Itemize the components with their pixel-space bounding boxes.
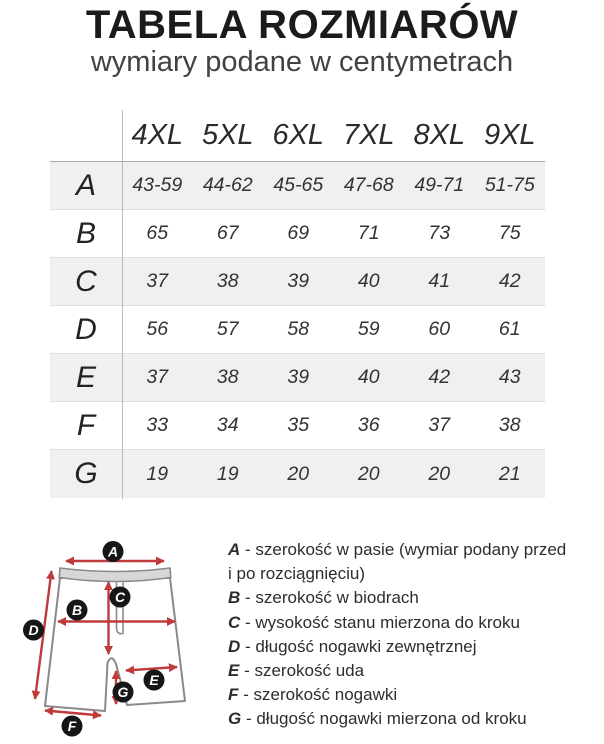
size-value-cell: 65 [146, 222, 169, 244]
legend-key: F [228, 685, 239, 705]
marker-A [103, 541, 124, 562]
marker-F [62, 716, 83, 737]
size-header-row [50, 110, 545, 162]
marker-C [110, 587, 131, 608]
table-row [50, 354, 545, 402]
size-value-cell: 57 [216, 318, 239, 340]
size-value-cell: 37 [146, 366, 169, 388]
size-value-cell: 19 [216, 462, 239, 485]
size-value-cell: 34 [216, 414, 239, 436]
size-table [50, 110, 545, 498]
marker-B [67, 600, 88, 621]
legend-key: D [228, 636, 241, 656]
table-row [50, 306, 545, 354]
legend-text: - wysokość stanu mierzona do kroku [245, 612, 520, 632]
marker-G [113, 682, 134, 703]
size-value-cell: 36 [357, 414, 380, 436]
size-value-cell: 21 [498, 462, 521, 485]
size-value-cell: 58 [287, 318, 310, 340]
svg-text:B: B [71, 602, 83, 618]
size-value-cell: 38 [498, 414, 521, 436]
size-column-header: 8XL [413, 119, 466, 151]
svg-text:G: G [117, 684, 129, 700]
legend-text: - długość nogawki mierzona od kroku [245, 709, 527, 729]
legend-key: A [228, 540, 241, 559]
legend [228, 538, 604, 732]
svg-text:E: E [149, 672, 159, 688]
size-value-cell: 41 [428, 270, 451, 292]
size-table-body [50, 162, 545, 498]
size-value-cell: 35 [287, 414, 310, 436]
size-value-cell: 37 [146, 270, 169, 292]
size-value-cell: 40 [357, 366, 380, 388]
row-label: F [76, 408, 96, 442]
table-row [50, 162, 545, 210]
legend-item [228, 586, 604, 610]
size-value-cell: 47-68 [343, 174, 394, 196]
legend-key: G [228, 709, 242, 729]
size-value-cell: 33 [146, 414, 169, 436]
size-value-cell: 51-75 [484, 174, 535, 196]
size-value-cell: 44-62 [202, 174, 253, 196]
legend-item [228, 707, 604, 731]
size-value-cell: 43 [498, 366, 521, 388]
legend-text: - szerokość uda [244, 661, 365, 681]
size-column-header: 5XL [201, 119, 254, 151]
svg-text:F: F [67, 718, 77, 734]
size-value-cell: 75 [498, 222, 521, 244]
size-value-cell: 59 [357, 318, 380, 340]
legend-key: C [228, 612, 241, 632]
size-value-cell: 61 [498, 318, 521, 340]
legend-item [228, 538, 604, 586]
size-value-cell: 20 [357, 462, 380, 485]
legend-text: - szerokość w biodrach [245, 588, 419, 608]
legend-text: - długość nogawki zewnętrznej [245, 636, 477, 656]
svg-text:D: D [28, 622, 39, 638]
marker-E [144, 670, 165, 691]
size-value-cell: 19 [146, 462, 169, 485]
row-label: G [74, 457, 98, 490]
arrow-F [45, 711, 101, 716]
table-row [50, 258, 545, 306]
size-column-header: 6XL [272, 119, 325, 151]
size-value-cell: 37 [428, 414, 451, 436]
size-value-cell: 67 [216, 222, 239, 244]
size-value-cell: 39 [287, 366, 310, 388]
size-value-cell: 49-71 [414, 174, 465, 196]
size-column-header: 7XL [342, 119, 395, 151]
marker-D [23, 620, 44, 641]
size-value-cell: 56 [146, 318, 169, 340]
svg-text:A: A [107, 543, 119, 560]
table-row [50, 210, 545, 258]
size-value-cell: 20 [428, 462, 451, 485]
legend-key: E [228, 661, 240, 681]
size-value-cell: 69 [287, 222, 310, 244]
legend-item [228, 635, 604, 659]
table-row [50, 450, 545, 498]
page-title: TABELA ROZMIARÓW [85, 3, 519, 47]
page-subtitle: wymiary podane w centymetrach [90, 46, 514, 78]
legend-text-line2: i po rozciągnięciu) [228, 564, 366, 584]
legend-item [228, 659, 604, 683]
size-value-cell: 42 [428, 366, 451, 388]
size-value-cell: 73 [428, 222, 451, 244]
size-value-cell: 43-59 [132, 174, 183, 196]
legend-item [228, 683, 604, 707]
size-value-cell: 38 [216, 270, 239, 292]
row-label: A [75, 168, 96, 202]
size-value-cell: 42 [498, 270, 521, 292]
svg-text:C: C [114, 589, 126, 605]
row-label: D [75, 312, 97, 346]
row-label: E [75, 360, 96, 394]
shorts-diagram [0, 540, 230, 744]
row-label: C [75, 264, 97, 298]
legend-key: B [228, 588, 241, 608]
shorts-waistband [59, 568, 171, 582]
size-value-cell: 39 [287, 270, 310, 292]
size-value-cell: 20 [287, 462, 310, 485]
size-column-header: 4XL [131, 119, 184, 151]
size-value-cell: 38 [216, 366, 239, 388]
legend-text: - szerokość nogawki [243, 685, 398, 705]
size-value-cell: 45-65 [273, 174, 324, 196]
legend-item [228, 611, 604, 635]
size-value-cell: 40 [357, 270, 380, 292]
table-row [50, 402, 545, 450]
legend-text: - szerokość w pasie (wymiar podany przed [245, 540, 567, 559]
table-divider-line [122, 110, 123, 499]
size-value-cell: 71 [357, 222, 380, 244]
row-label: B [75, 216, 96, 250]
size-value-cell: 60 [428, 318, 451, 340]
size-column-header: 9XL [483, 119, 536, 151]
